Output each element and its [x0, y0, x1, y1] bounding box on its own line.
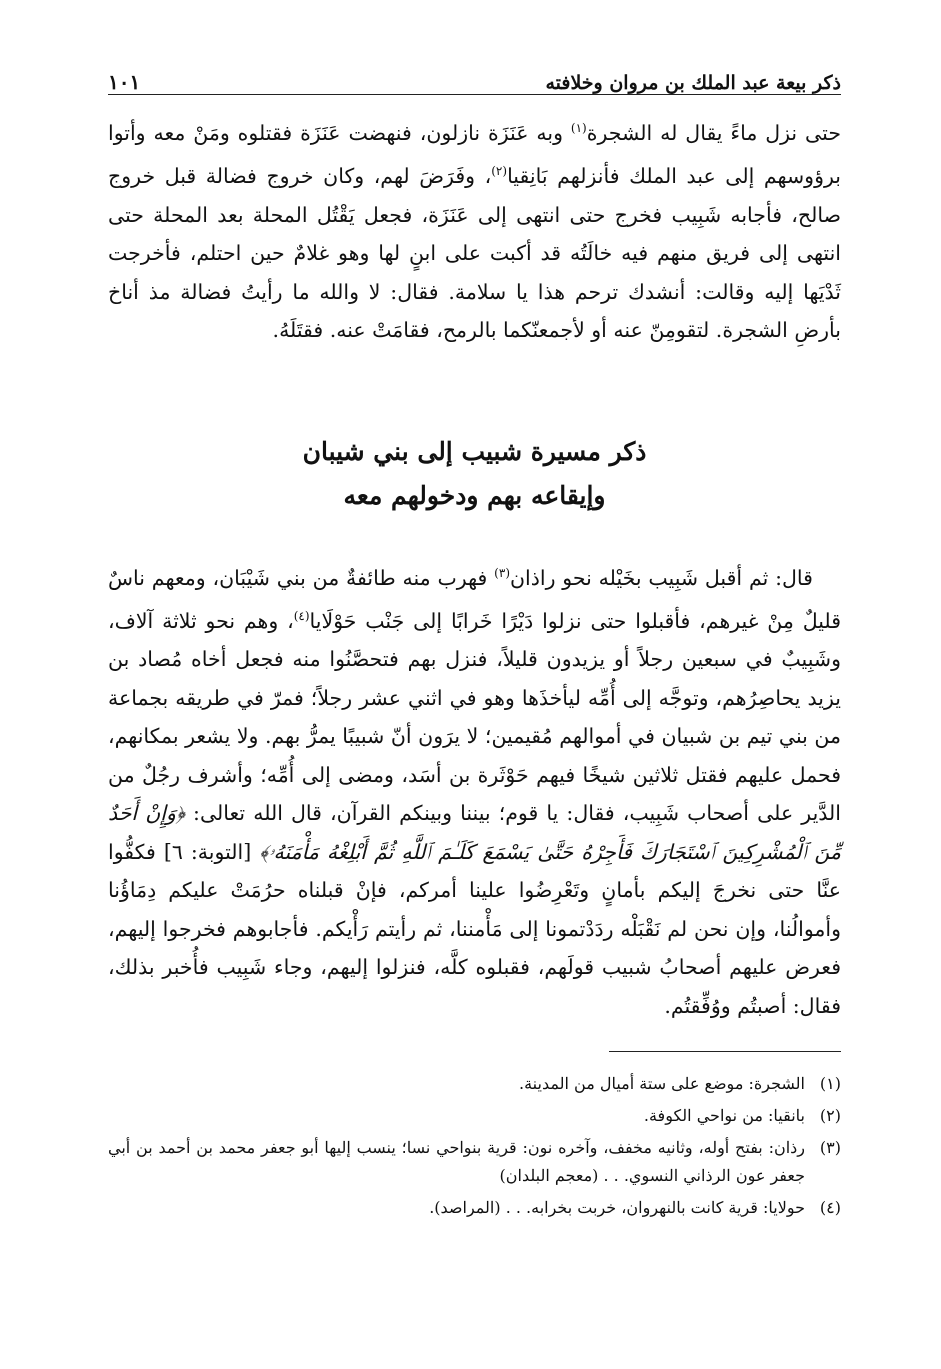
paragraph-1 — [108, 109, 841, 350]
footnote-item — [108, 1102, 841, 1130]
paragraph-2-part-4: فكفُّوا عنَّا حتى نخرجَ إليكم بأمانٍ وتَعْرِضُوا علينا أمركم، فإنْ قبلناه حرُمَتْ عليكم دِمَاؤُنا وأموالُنا، وإن نحن لم نَقْبَلْه ردَدْتمونا إلى مَأْمننا، ثم رأيتم رَأْيكم. فأجابوهم فخرجوا إليهم، فعرض عليهم أصحابُ شبيب قولَهم، فقبلوه كلَّه، فنزلوا إليهم، وجاء شَبِيب فأُخبر بذلك، فقال: أصبتُم ووُفِّقتُم. — [108, 839, 841, 1018]
paragraph-1-part-2: وبه عَنَزَة نازلون، فنهضت عَنَزَة فقتلوه ومَنْ معه وأتوا برؤوسهم إلى عبد الملك فأنزلهم بَانِقيا — [108, 120, 841, 189]
paragraph-2-part-1: قال: ثم أقبل شَبِيب بخَيْله نحو راذان — [510, 565, 813, 590]
footnote-item — [108, 1070, 841, 1098]
footnote-item — [108, 1194, 841, 1222]
footnote-item — [108, 1134, 841, 1190]
footnote-ref-1: (١) — [570, 121, 587, 135]
book-page — [108, 58, 841, 1226]
paragraph-2-part-2: فهرب منه طائفةٌ من بني شَيْبَان، ومعهم ناسٌ قليلٌ مِنْ غيرهم، فأقبلوا حتى نزلوا دَيْرًا خَرابًا إلى جَنْب حَوْلَايا — [108, 565, 842, 633]
paragraph-1-part-3: ، وفَرَضَ لهم، وكان خروج فضالة قبل خروج صالح، فأجابه شَبِيب فخرج حتى انتهى إلى عَنَزَة، فجعل يَقْتُل المحلة بعد المحلة حتى انتهى إلى فريق منهم فيه خالَتُه قد أكبت على ابنٍ لها وهو غلامٌ حين احتلم، فأخرجت ثَدْيَها إليه وقالت: أنشدك ترحم هذا يا سلامة. فقال: لا والله ما رأيتُ فضالة مذ أناخ بأرضِ الشجرة. لتقومِنّ عنه أو لأجمعنّكما بالرمح، فقامَتْ عنه. فقتَلَهُ. — [108, 164, 841, 343]
footnote-number: (١) — [819, 1074, 841, 1094]
paragraph-1-part-1: حتى نزل ماءً يقال له الشجرة — [586, 120, 841, 145]
footnote-text: الشجرة: موضع على ستة أميال من المدينة. — [519, 1074, 805, 1094]
paragraph-2-part-3: ، وهم نحو ثلاثة آلاف، وشَبِيبٌ في سبعين رجلاً أو يزيدون قليلاً، فنزل بهم فتحصَّنُوا منه فجعل أخاه مُصاد بن يزيد يحاصِرُهم، وتوجَّه إلى أُمِّه ليأخذَها وهو في اثني عشر رجلاً؛ فمرّ في طريقه بجماعة من بني تيم بن شبيان في أموالهم مُقيمين؛ لا يرَون أنّ شبيبًا يمرُّ بهم. ولا يشعر بمكانهم، فحمل عليهم فقتل ثلاثين شيخًا فيهم حَوْثَرة بن أسَد، ومضى إلى أُمِّه؛ وأشرف رجُلٌ من الدَّير على أصحاب شَبِيب، فقال: يا قوم؛ بيننا وبينكم القرآن، قال الله تعالى: — [108, 608, 841, 826]
running-title: ذكر بيعة عبد الملك بن مروان وخلافته — [545, 72, 841, 94]
footnote-ref-4: (٤) — [293, 608, 310, 623]
footnote-number: (٢) — [819, 1106, 841, 1126]
section-heading-line-1: ذكر مسيرة شبيب إلى بني شيبان — [302, 436, 647, 466]
page-number: ١٠١ — [108, 70, 141, 94]
footnotes — [108, 1070, 841, 1222]
footnote-text: رذان: بفتح أوله، وثانيه مخفف، وآخره نون: قرية بنواحي نسا؛ ينسب إليها أبو جعفر محمد بن أحمد بن أبي جعفر عون الرذاني النسوي. . . (معجم البلدان) — [108, 1138, 805, 1186]
section-heading — [108, 430, 841, 518]
footnote-divider — [609, 1051, 841, 1052]
footnote-text: بانقيا: من نواحي الكوفة. — [643, 1106, 805, 1126]
paragraph-2 — [108, 554, 841, 1026]
section-heading-line-2: وإيقاعه بهم ودخولهم معه — [343, 480, 606, 510]
footnote-number: (٣) — [819, 1138, 841, 1158]
quran-verse: ﴿وَإِنْ أَحَدٌ مِّنَ ٱلْمُشْرِكِينَ ٱسْتَجَارَكَ فَأَجِرْهُ حَتَّىٰ يَسْمَعَ كَلَـٰمَ ٱللَّهِ ثُمَّ أَبْلِغْهُ مَأْمَنَهُۥ﴾ — [108, 801, 841, 864]
footnote-ref-2: (٢) — [491, 164, 508, 179]
footnote-ref-3: (٣) — [494, 565, 510, 580]
footnote-text: حولايا: قرية كانت بالنهروان، خربت بخرابه. . . (المراصد). — [429, 1198, 805, 1218]
footnote-number: (٤) — [819, 1198, 841, 1218]
quran-reference: [التوبة: ٦] — [155, 839, 260, 864]
page-header — [108, 58, 841, 95]
